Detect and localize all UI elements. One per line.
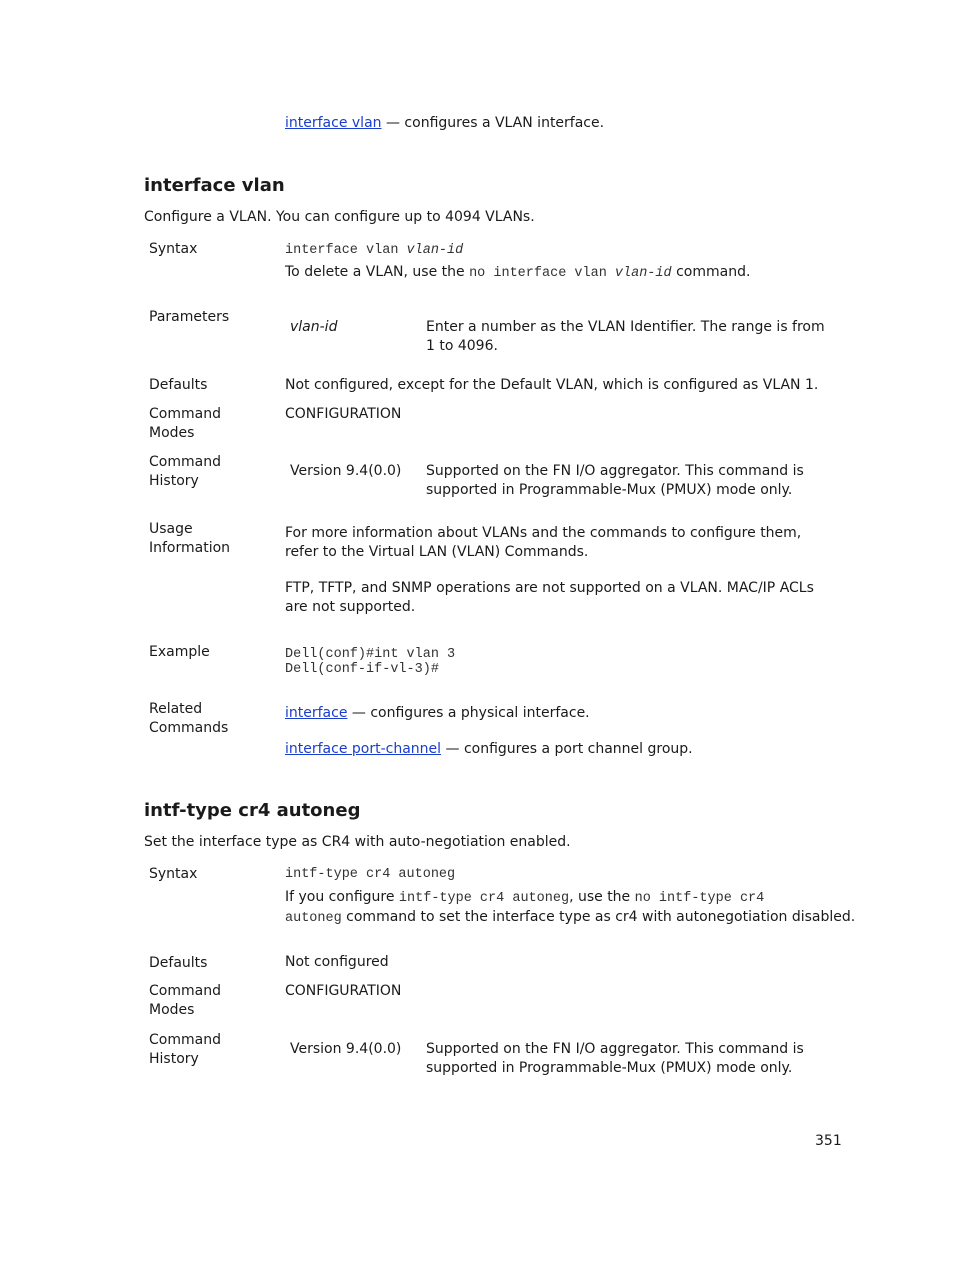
- param-name: vlan-id: [290, 319, 338, 335]
- syntax-label: Syntax: [149, 241, 198, 257]
- defaults-value: Not configured: [285, 954, 389, 970]
- top-reference: [285, 114, 604, 133]
- command-history-label: Command History: [149, 454, 221, 489]
- defaults-value: Not configured, except for the Default VLAN, which is configured as VLAN 1.: [285, 377, 819, 393]
- param-desc: Enter a number as the VLAN Identifier. The range is from 1 to 4096.: [426, 319, 825, 354]
- syntax-command: [285, 240, 463, 260]
- syntax-note-line-1: [285, 888, 764, 908]
- syntax-note-mid: , use the: [569, 889, 635, 905]
- command-history-label: Command History: [149, 1032, 221, 1067]
- syntax-note-pre: To delete a VLAN, use the: [285, 264, 470, 280]
- syntax-cmd: intf-type cr4 autoneg: [285, 867, 456, 882]
- syntax-note-cmd: autoneg: [285, 911, 342, 926]
- interface-link[interactable]: interface: [285, 705, 348, 721]
- defaults-label: Defaults: [149, 377, 208, 393]
- parameters-label: Parameters: [149, 309, 230, 325]
- related-command-item: [285, 704, 590, 723]
- syntax-note-line-2: [285, 908, 855, 928]
- syntax-note: [285, 263, 750, 283]
- command-modes-label: Command Modes: [149, 406, 221, 441]
- top-reference-desc: — configures a VLAN interface.: [381, 115, 605, 131]
- syntax-label: Syntax: [149, 866, 198, 882]
- section-intro: Set the interface type as CR4 with auto-negotiation enabled.: [144, 834, 571, 850]
- usage-paragraph-2: FTP, TFTP, and SNMP operations are not supported on a VLAN. MAC/IP ACLs are not supported.: [285, 580, 814, 615]
- syntax-note-post: command.: [671, 264, 751, 280]
- syntax-cmd: interface vlan: [285, 243, 407, 258]
- page-number: 351: [815, 1133, 842, 1149]
- syntax-note-cmd: no interface vlan: [469, 266, 615, 281]
- example-label: Example: [149, 644, 210, 660]
- history-version: Version 9.4(0.0): [290, 1041, 402, 1057]
- syntax-arg: vlan-id: [406, 243, 464, 258]
- syntax-note-arg: vlan-id: [614, 266, 672, 281]
- related-command-item: [285, 740, 693, 759]
- related-desc: — configures a physical interface.: [347, 705, 590, 721]
- syntax-note-post: command to set the interface type as cr4 with autonegotiation disabled.: [341, 909, 856, 925]
- usage-paragraph-1: For more information about VLANs and the commands to configure them, refer to the Virtual LAN (VLAN) Commands.: [285, 525, 802, 560]
- example-code-line-1: Dell(conf)#int vlan 3: [285, 647, 456, 662]
- command-modes-value: CONFIGURATION: [285, 983, 402, 999]
- history-desc: Supported on the FN I/O aggregator. This command is supported in Programmable-Mux (PMUX) mode only.: [426, 1041, 804, 1076]
- history-version: Version 9.4(0.0): [290, 463, 402, 479]
- related-commands-label: Related Commands: [149, 701, 229, 736]
- usage-information-label: Usage Information: [149, 521, 231, 556]
- interface-vlan-link[interactable]: interface vlan: [285, 115, 382, 131]
- syntax-note-cmd: intf-type cr4 autoneg: [398, 891, 570, 906]
- section-title-intf-type-cr4-autoneg: intf-type cr4 autoneg: [144, 800, 361, 821]
- syntax-note-pre: If you configure: [285, 889, 399, 905]
- command-modes-label: Command Modes: [149, 983, 221, 1018]
- related-desc: — configures a port channel group.: [441, 741, 693, 757]
- defaults-label: Defaults: [149, 955, 208, 971]
- section-title-interface-vlan: interface vlan: [144, 175, 285, 196]
- history-desc: Supported on the FN I/O aggregator. This command is supported in Programmable-Mux (PMUX) mode only.: [426, 463, 804, 498]
- syntax-note-cmd: no intf-type cr4: [634, 891, 765, 906]
- interface-port-channel-link[interactable]: interface port-channel: [285, 741, 442, 757]
- example-code-line-2: Dell(conf-if-vl-3)#: [285, 662, 439, 677]
- section-intro: Configure a VLAN. You can configure up to 4094 VLANs.: [144, 209, 535, 225]
- command-modes-value: CONFIGURATION: [285, 406, 402, 422]
